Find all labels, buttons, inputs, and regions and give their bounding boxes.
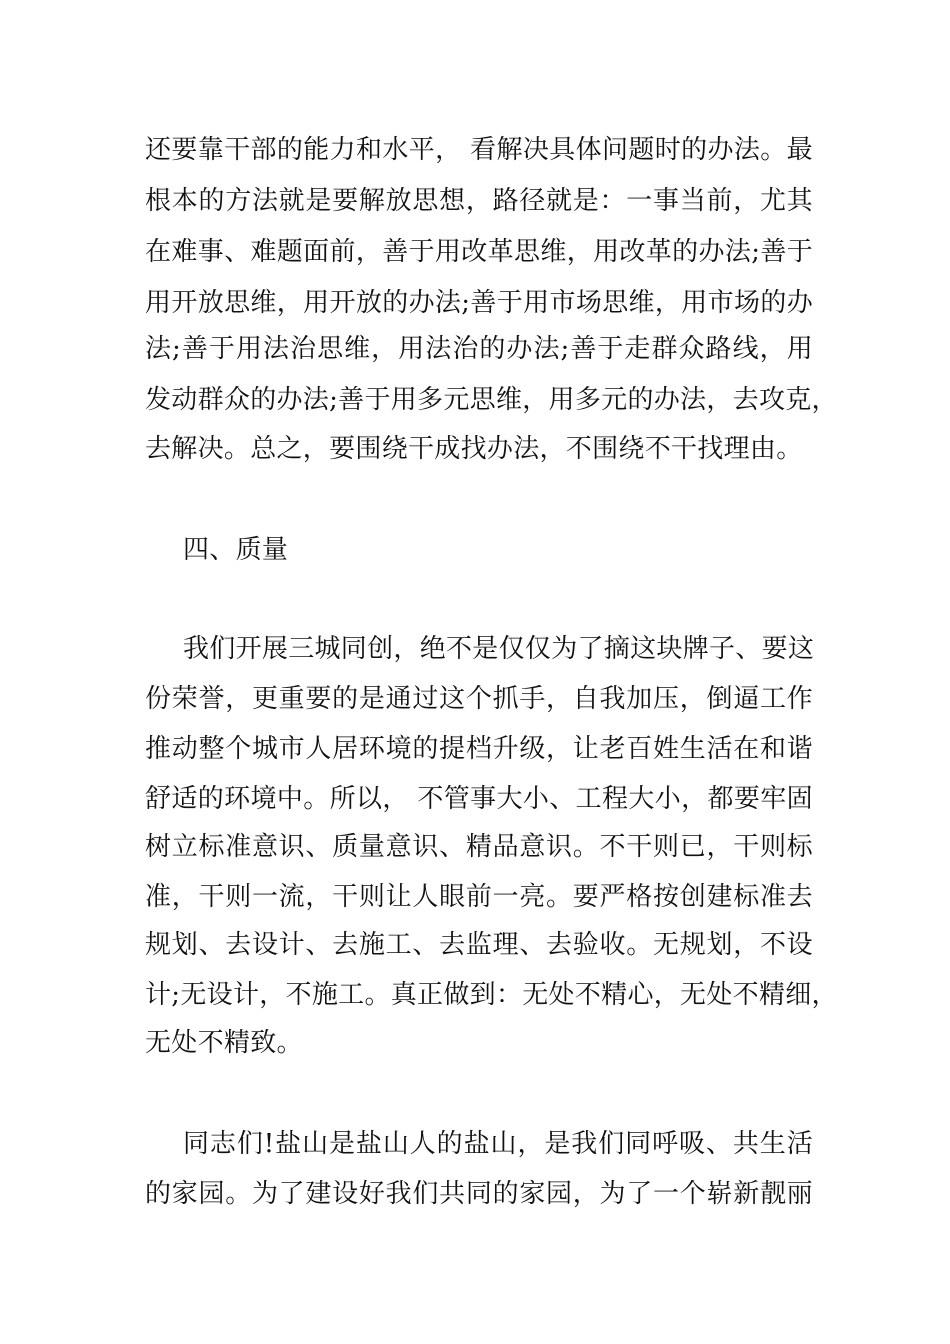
paragraph-1-line-2: 根本的方法就是要解放思想，路径就是：一事当前，尤其: [145, 186, 813, 216]
paragraph-2-line-2: 份荣誉，更重要的是通过这个抓手，自我加压，倒逼工作: [145, 684, 813, 714]
paragraph-2-line-5: 树立标准意识、质量意识、精品意识。不干则已，干则标: [145, 832, 813, 862]
paragraph-2-line-3: 推动整个城市人居环境的提档升级，让老百姓生活在和谐: [145, 734, 813, 764]
paragraph-1-line-5: 法;善于用法治思维，用法治的办法;善于走群众路线，用: [145, 334, 813, 364]
section-heading-quality: 四、质量: [183, 535, 289, 565]
paragraph-1-line-7: 去解决。总之，要围绕干成找办法，不围绕不干找理由。: [145, 434, 803, 464]
paragraph-2-line-1: 我们开展三城同创，绝不是仅仅为了摘这块牌子、要这: [183, 634, 815, 664]
paragraph-2-line-4: 舒适的环境中。所以， 不管事大小、工程大小，都要牢固: [145, 784, 813, 814]
paragraph-2-line-9: 无处不精致。: [145, 1028, 303, 1058]
paragraph-3-line-2: 的家园。为了建设好我们共同的家园，为了一个崭新靓丽: [145, 1179, 813, 1209]
paragraph-2-line-8: 计;无设计，不施工。真正做到：无处不精心，无处不精细，: [145, 980, 838, 1010]
paragraph-2-line-7: 规划、去设计、去施工、去监理、去验收。无规划，不设: [145, 930, 813, 960]
paragraph-3-line-1: 同志们!盐山是盐山人的盐山，是我们同呼吸、共生活: [183, 1129, 813, 1159]
paragraph-1-line-4: 用开放思维，用开放的办法;善于用市场思维，用市场的办: [145, 288, 813, 318]
paragraph-1-line-6: 发动群众的办法;善于用多元思维，用多元的办法，去攻克，: [145, 385, 838, 415]
paragraph-1-line-1: 还要靠干部的能力和水平， 看解决具体问题时的办法。最: [145, 135, 813, 165]
paragraph-1-line-3: 在难事、难题面前，善于用改革思维，用改革的办法;善于: [145, 237, 813, 267]
paragraph-2-line-6: 准，干则一流，干则让人眼前一亮。要严格按创建标准去: [145, 882, 813, 912]
